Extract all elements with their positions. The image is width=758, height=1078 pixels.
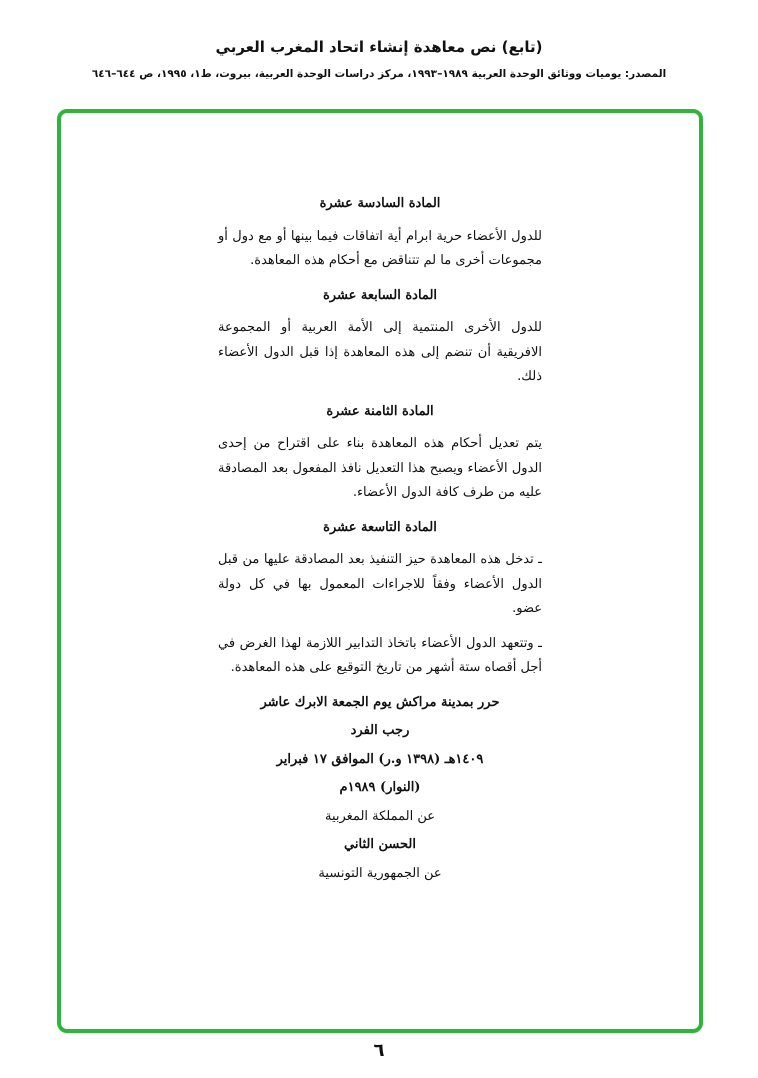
signatory-name: الحسن الثاني	[344, 837, 416, 852]
article-19	[218, 516, 542, 681]
closing-place-date: حرر بمدينة مراكش يوم الجمعة الابرك عاشر	[260, 694, 500, 710]
closing-month: رجب الفرد	[350, 723, 410, 738]
source-citation: المصدر: يوميات ووثائق الوحدة العربية ١٩٨٩–١٩٩٣، مركز دراسات الوحدة العربية، بيروت، ط١، ١٩٩٥، ص ٦٤٤–٦٤٦	[91, 68, 667, 80]
closing-hijri-date: ١٤٠٩هـ (١٣٩٨ و.ر) الموافق ١٧ فبراير	[276, 751, 484, 767]
closing-block	[218, 691, 542, 887]
page-number: ٦	[373, 1040, 385, 1061]
article-heading: المادة التاسعة عشرة	[323, 519, 437, 535]
signatory-country: عن الجمهورية التونسية	[318, 865, 442, 881]
article-paragraph: ـ وتتعهد الدول الأعضاء باتخاذ التدابير اللازمة لهذا الغرض في أجل أقصاه ستة أشهر من تاريخ التوقيع على هذه المعاهدة.	[218, 635, 542, 675]
page-title: (تابع) نص معاهدة إنشاء اتحاد المغرب العربي	[215, 38, 543, 56]
article-heading: المادة الثامنة عشرة	[326, 403, 434, 419]
article-17	[218, 284, 542, 390]
article-heading: المادة السابعة عشرة	[322, 287, 438, 303]
article-paragraph: ـ تدخل هذه المعاهدة حيز التنفيذ بعد المصادقة عليها من قبل الدول الأعضاء وفقاً للاجراءات المعمول بها في كل دولة عضو.	[218, 552, 542, 616]
article-18	[218, 400, 542, 506]
article-heading: المادة السادسة عشرة	[319, 196, 441, 211]
article-16	[218, 192, 542, 274]
closing-gregorian-date: (النوار) ١٩٨٩م	[339, 780, 421, 795]
signatory-country: عن المملكة المغربية	[324, 808, 436, 824]
treaty-text	[218, 192, 542, 890]
article-paragraph: للدول الأخرى المنتمية إلى الأمة العربية أو المجموعة الافريقية أن تنضم إلى هذه المعاهدة إذا قبل الدول الأعضاء ذلك.	[218, 320, 542, 384]
article-paragraph: للدول الأعضاء حرية ابرام أية اتفاقات فيما بينها أو مع دول أو مجموعات أخرى ما لم تتناقض مع أحكام هذه المعاهدة.	[218, 228, 542, 268]
article-paragraph: يتم تعديل أحكام هذه المعاهدة بناء على اقتراح من إحدى الدول الأعضاء ويصبح هذا التعديل نافذ المفعول بعد المصادقة عليه من طرف كافة الدول الأعضاء.	[218, 436, 542, 500]
